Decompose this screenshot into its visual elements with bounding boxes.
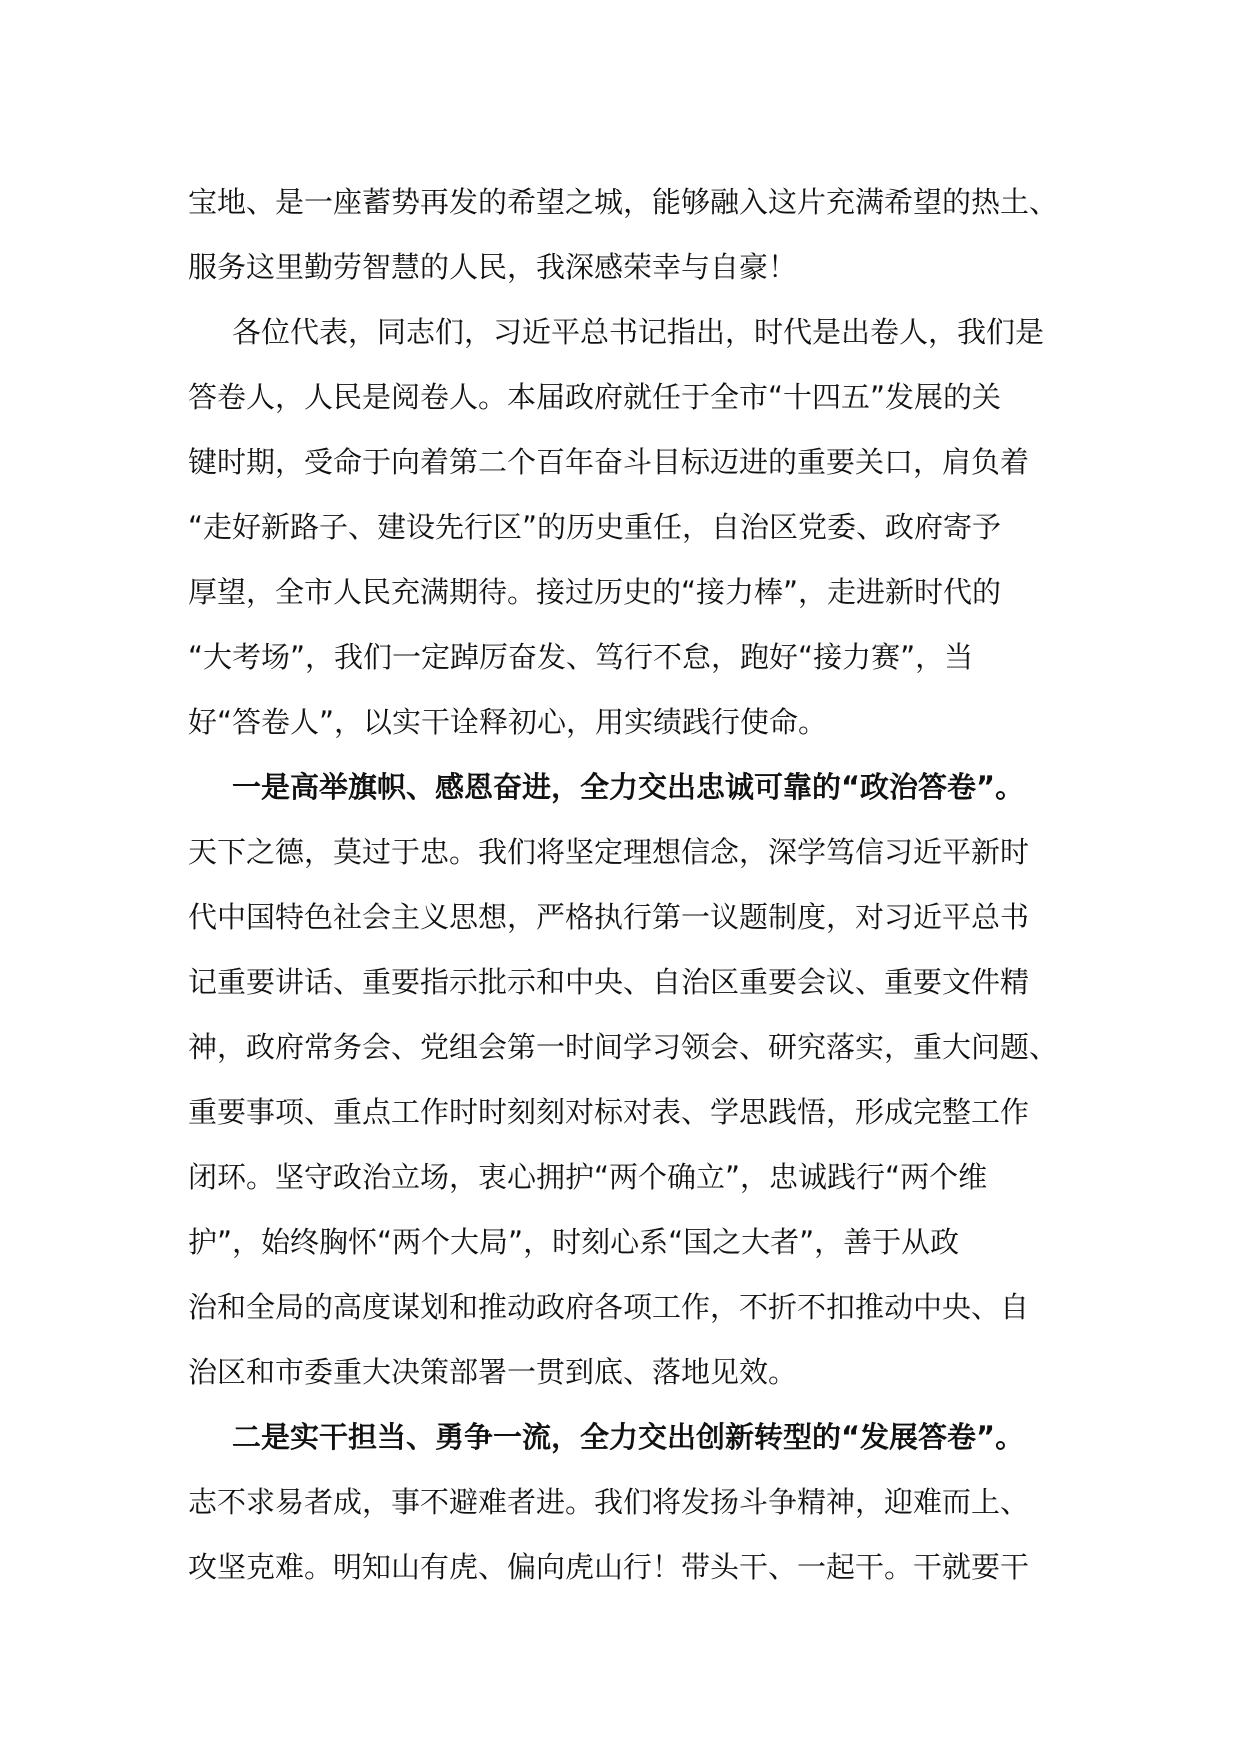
line-text: 闭环。坚守政治立场，衷心拥护“两个确立”，忠诚践行“两个维 (188, 1160, 988, 1194)
line-text: 攻坚克难。明知山有虎、偏向虎山行！带头干、一起干。干就要干 (188, 1550, 1030, 1584)
heading-line (188, 1405, 1060, 1470)
text-line (188, 1210, 1060, 1275)
text-line (188, 300, 1060, 365)
text-line (188, 560, 1060, 625)
text-line (188, 885, 1060, 950)
line-text: 重要事项、重点工作时时刻刻对标对表、学思践悟，形成完整工作 (188, 1095, 1030, 1129)
text-line (188, 690, 1060, 755)
text-line (188, 820, 1060, 885)
line-text: 天下之德，莫过于忠。我们将坚定理想信念，深学笃信习近平新时 (188, 835, 1030, 869)
bold-heading: 二是实干担当、勇争一流，全力交出创新转型的“发展答卷”。 (232, 1420, 1025, 1454)
text-line (188, 1535, 1060, 1600)
text-line (188, 170, 1060, 235)
text-line (188, 430, 1060, 495)
heading-line (188, 755, 1060, 820)
text-line (188, 950, 1060, 1015)
line-text: 答卷人，人民是阅卷人。本届政府就任于全市“十四五”发展的关 (188, 380, 1002, 414)
text-line (188, 1145, 1060, 1210)
line-text: “大考场”，我们一定踔厉奋发、笃行不怠，跑好“接力赛”，当 (188, 640, 974, 674)
bold-heading: 一是高举旗帜、感恩奋进，全力交出忠诚可靠的“政治答卷”。 (232, 770, 1025, 804)
document-body (188, 170, 1060, 1600)
text-line (188, 1275, 1060, 1340)
text-line (188, 235, 1060, 300)
line-text: 各位代表，同志们，习近平总书记指出，时代是出卷人，我们是 (232, 315, 1045, 349)
line-text: 志不求易者成，事不避难者进。我们将发扬斗争精神，迎难而上、 (188, 1485, 1030, 1519)
text-line (188, 1340, 1060, 1405)
line-text: 护”，始终胸怀“两个大局”，时刻心系“国之大者”，善于从政 (188, 1225, 960, 1259)
line-text: 记重要讲话、重要指示批示和中央、自治区重要会议、重要文件精 (188, 965, 1030, 999)
text-line (188, 1080, 1060, 1145)
line-text: 神，政府常务会、党组会第一时间学习领会、研究落实，重大问题、 (188, 1030, 1059, 1064)
text-line (188, 625, 1060, 690)
line-text: “走好新路子、建设先行区”的历史重任，自治区党委、政府寄予 (188, 510, 1002, 544)
line-text: 治和全局的高度谋划和推动政府各项工作，不折不扣推动中央、自 (188, 1290, 1030, 1324)
text-line (188, 365, 1060, 430)
line-text: 代中国特色社会主义思想，严格执行第一议题制度，对习近平总书 (188, 900, 1030, 934)
line-text: 键时期，受命于向着第二个百年奋斗目标迈进的重要关口，肩负着 (188, 445, 1030, 479)
text-line (188, 1015, 1060, 1080)
line-text: 治区和市委重大决策部署一贯到底、落地见效。 (188, 1355, 798, 1389)
line-text: 服务这里勤劳智慧的人民，我深感荣幸与自豪！ (188, 250, 798, 284)
text-line (188, 1470, 1060, 1535)
line-text: 好“答卷人”，以实干诠释初心，用实绩践行使命。 (188, 705, 828, 739)
text-line (188, 495, 1060, 560)
line-text: 宝地、是一座蓄势再发的希望之城，能够融入这片充满希望的热土、 (188, 185, 1059, 219)
line-text: 厚望，全市人民充满期待。接过历史的“接力棒”，走进新时代的 (188, 575, 1002, 609)
